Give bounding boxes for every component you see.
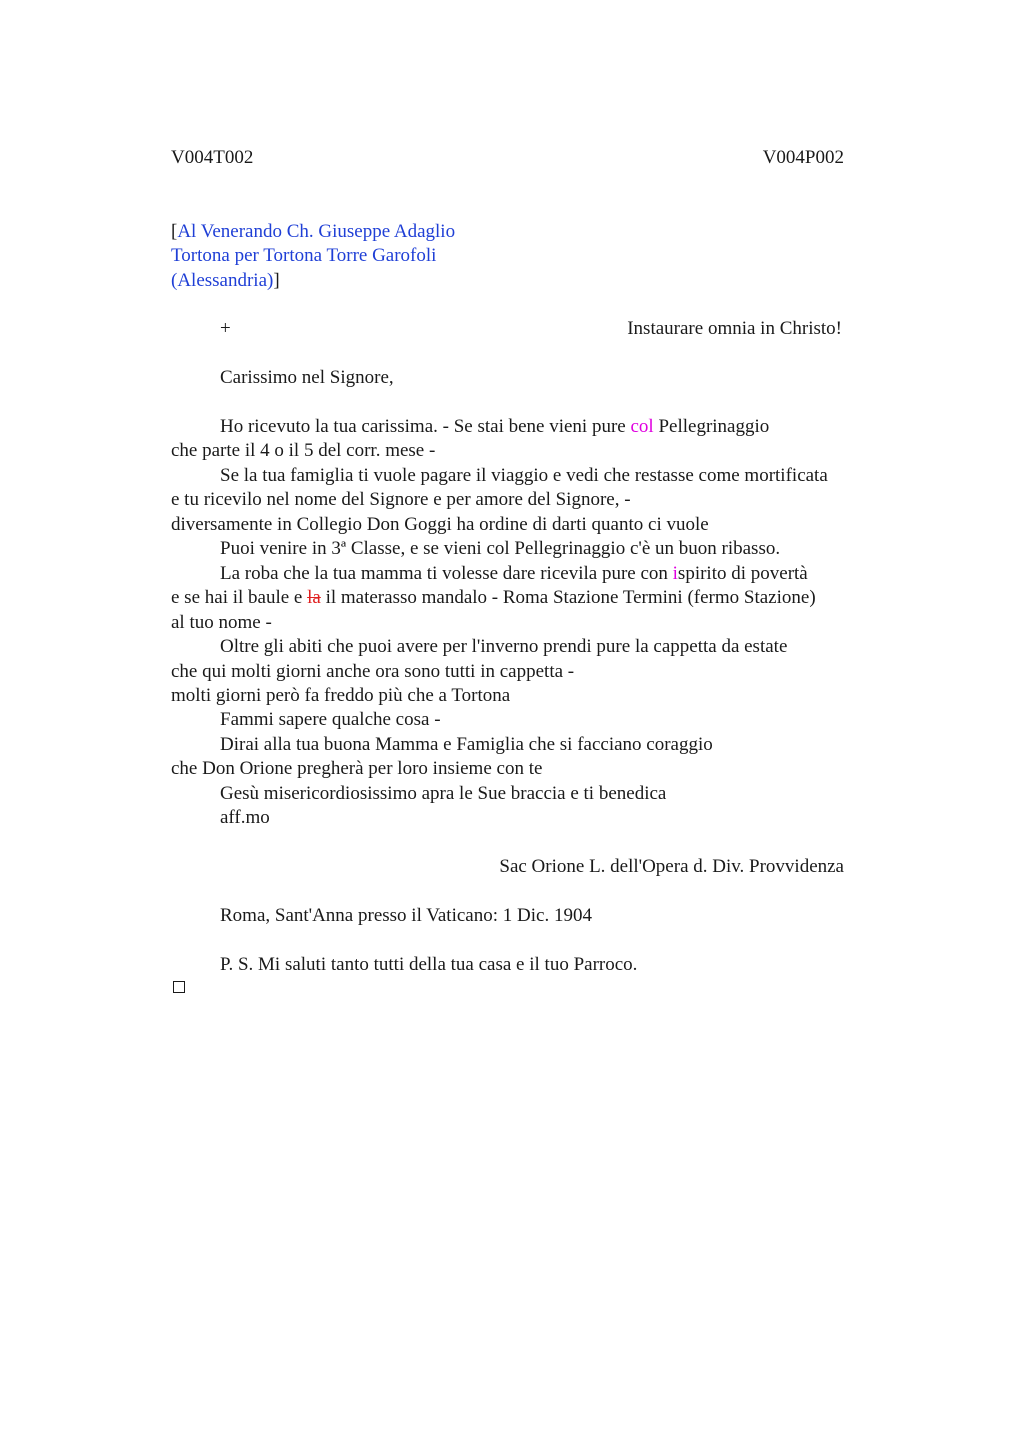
body-line: molti giorni però fa freddo più che a Tortona — [171, 685, 511, 706]
body-line: e tu ricevilo nel nome del Signore e per amore del Signore, - — [171, 489, 631, 510]
cross-mark: + — [220, 318, 231, 339]
checkbox-icon — [173, 981, 185, 993]
document-code-left: V004T002 — [171, 147, 254, 168]
address-line-2: Tortona per Tortona Torre Garofoli — [171, 245, 437, 266]
deleted-word: la — [307, 587, 321, 608]
body-line: Gesù misericordiosissimo apra le Sue braccia e ti benedica — [220, 783, 667, 804]
body-text: Pellegrinaggio — [653, 416, 770, 437]
body-line: Puoi venire in 3ª Classe, e se vieni col Pellegrinaggio c'è un buon ribasso. — [220, 538, 781, 559]
address-line-3 — [171, 270, 280, 292]
body-line — [220, 563, 808, 585]
body-text: Ho ricevuto la tua carissima. - Se stai bene vieni pure — [220, 416, 631, 437]
motto: Instaurare omnia in Christo! — [627, 318, 842, 339]
body-line — [171, 587, 816, 609]
address-open-bracket: [ — [171, 221, 178, 242]
inserted-word: col — [630, 416, 654, 437]
place-date: Roma, Sant'Anna presso il Vaticano: 1 Dic. 1904 — [220, 905, 592, 926]
signature: Sac Orione L. dell'Opera d. Div. Provvidenza — [499, 856, 844, 877]
body-text: e se hai il baule e — [171, 587, 308, 608]
body-line: Oltre gli abiti che puoi avere per l'inverno prendi pure la cappetta da estate — [220, 636, 788, 657]
body-line: al tuo nome - — [171, 612, 272, 633]
closing: aff.mo — [220, 807, 270, 828]
document-code-right: V004P002 — [762, 147, 844, 168]
body-line: Dirai alla tua buona Mamma e Famiglia che si facciano coraggio — [220, 734, 713, 755]
body-text: il materasso mandalo - Roma Stazione Termini (fermo Stazione) — [320, 587, 816, 608]
body-line: che Don Orione pregherà per loro insieme con te — [171, 758, 543, 779]
address-recipient: Al Venerando Ch. Giuseppe Adaglio — [177, 221, 456, 242]
address-line-1 — [171, 221, 455, 243]
body-line — [220, 416, 769, 438]
body-line: Fammi sapere qualche cosa - — [220, 709, 441, 730]
postscript: P. S. Mi saluti tanto tutti della tua casa e il tuo Parroco. — [220, 954, 638, 975]
address-province: (Alessandria) — [171, 270, 274, 291]
inserted-letter: i — [672, 563, 678, 584]
body-line: Se la tua famiglia ti vuole pagare il viaggio e vedi che restasse come mortificata — [220, 465, 828, 486]
body-text: La roba che la tua mamma ti volesse dare ricevila pure con — [220, 563, 673, 584]
body-line: diversamente in Collegio Don Goggi ha ordine di darti quanto ci vuole — [171, 514, 709, 535]
body-line: che parte il 4 o il 5 del corr. mese - — [171, 440, 436, 461]
letter-page — [171, 0, 891, 1450]
body-text: spirito di povertà — [677, 563, 808, 584]
body-line: che qui molti giorni anche ora sono tutti in cappetta - — [171, 661, 575, 682]
salutation: Carissimo nel Signore, — [220, 367, 394, 388]
address-close-bracket: ] — [273, 270, 280, 291]
